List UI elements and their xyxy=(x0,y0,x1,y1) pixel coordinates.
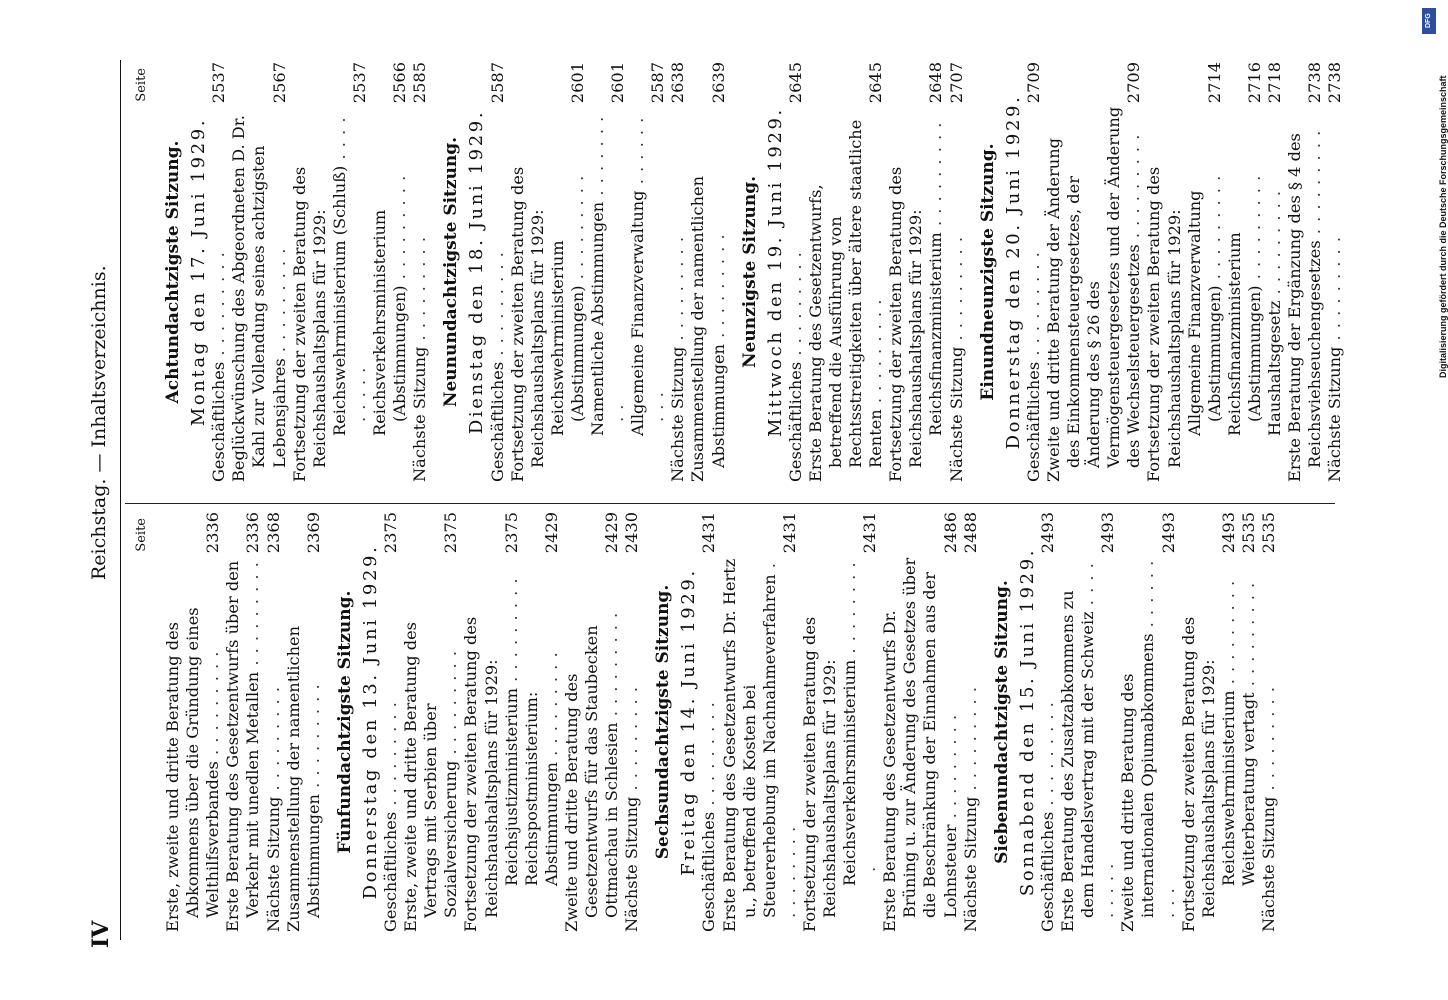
toc-entry xyxy=(622,512,642,932)
toc-entry-page: 2537 xyxy=(209,62,229,104)
toc-entry-page: 2738 xyxy=(1325,62,1345,104)
toc-entry xyxy=(1225,62,1265,482)
toc-entry-page: 2488 xyxy=(960,512,980,554)
session-title: Fünfundachtzigste Sitzung. xyxy=(334,590,355,854)
toc-entry-text: Geschäftliches . . . xyxy=(381,701,400,932)
toc-column-left xyxy=(132,512,1279,932)
session-section xyxy=(992,512,1279,932)
funding-stamp-text: Digitalisierung gefördert durch die Deutsche Forschungsgemeinschaft xyxy=(1438,75,1448,378)
toc-entry-page: 2709 xyxy=(1023,62,1043,104)
toc-entry-text: Erste Beratung des Gesetzentwurfs, betreffend die Ausführung von Rechtsstreitigkeiten über ältere staatliche Renten . . . xyxy=(806,120,885,482)
toc-entry-text: Geschäftliches . . . xyxy=(786,251,805,482)
toc-entry-text: Reichsfinanzministerium . . . xyxy=(926,122,945,436)
session-date: Freitag den 14. Juni 1929. xyxy=(678,568,700,876)
toc-entry xyxy=(1038,512,1058,932)
toc-entry-text: Fortsetzung der zweiten Beratung des Reichshaushaltsplans für 1929: xyxy=(799,616,839,932)
column-divider xyxy=(125,503,1335,504)
toc-entry-page: 2714 xyxy=(1204,62,1224,104)
session-section xyxy=(163,512,324,932)
toc-entry-text: Nächste Sitzung . . . xyxy=(264,686,283,932)
toc-entry-text: Abstimmungen . . . xyxy=(542,651,561,886)
toc-entry-page: 2738 xyxy=(1305,62,1325,104)
toc-entry xyxy=(370,62,410,482)
seite-label: Seite xyxy=(134,68,149,102)
toc-entry-page: 2336 xyxy=(243,512,263,554)
dfg-logo-text: DFG xyxy=(1425,13,1432,28)
toc-entry xyxy=(961,512,981,932)
toc-entry-page: 2368 xyxy=(263,512,283,554)
toc-entry xyxy=(209,62,229,482)
toc-entry-page: 2486 xyxy=(940,512,960,554)
toc-entry xyxy=(163,512,223,932)
toc-entry-page: 2645 xyxy=(866,62,886,104)
toc-entry xyxy=(628,62,668,482)
toc-entry-text: Reichsverkehrsministerium . . . xyxy=(840,561,879,886)
toc-entry-text: Erste Beratung des Gesetzentwurfs Dr. Brüning u. zur Änderung des Gesetzes über die Beschränkung der Einnahmen aus der Lohnsteuer . . . xyxy=(880,558,959,932)
toc-entry-text: Nächste Sitzung . . . xyxy=(1259,686,1278,932)
toc-entry-text: Nächste Sitzung . . . xyxy=(947,236,966,482)
toc-entry-text: Erste Beratung der Ergänzung des § 4 des Reichsviehseuchengesetzes . . . xyxy=(1285,130,1324,482)
toc-entry-page: 2431 xyxy=(779,512,799,554)
toc-entry-page: 2429 xyxy=(541,512,561,554)
toc-entry xyxy=(1024,62,1044,482)
session-date: Mittwoch den 19. Juni 1929. xyxy=(764,107,786,437)
toc-entry-page: 2429 xyxy=(602,512,622,554)
session-date: Donnerstag den 13. Juni 1929. xyxy=(359,544,381,900)
toc-entry-text: Geschäftliches . . . xyxy=(488,251,507,482)
session-section xyxy=(740,62,967,482)
toc-entry-page: 2493 xyxy=(1158,512,1178,554)
toc-entry-page: 2601 xyxy=(567,62,587,104)
toc-entry-text: Erste, zweite und dritte Beratung des Abkommens über die Gründung eines Welthilfsverbandes . . . xyxy=(163,607,222,932)
toc-entry xyxy=(461,512,501,932)
session-section xyxy=(978,62,1346,482)
toc-entry xyxy=(720,512,800,932)
toc-entry-page: 2493 xyxy=(1218,512,1238,554)
toc-entry xyxy=(290,62,330,482)
toc-entry-text: Geschäftliches . . . xyxy=(1038,701,1057,932)
session-date: Montag den 17. Juni 1929. xyxy=(188,117,210,427)
session-title: Neunzigste Sitzung. xyxy=(739,176,760,368)
toc-entry-page: 2639 xyxy=(708,62,728,104)
seite-label: Seite xyxy=(134,518,149,552)
session-date: Dienstag den 18. Juni 1929. xyxy=(466,109,488,435)
header-rule xyxy=(120,60,121,940)
toc-entry xyxy=(548,62,588,482)
session-section xyxy=(163,62,430,482)
toc-entry-page: 2336 xyxy=(203,512,223,554)
toc-entry-text: Fortsetzung der zweiten Beratung des Reichshaushaltsplans für 1929: xyxy=(1178,616,1218,932)
toc-entry xyxy=(502,512,522,932)
toc-entry-page: 2587 xyxy=(487,62,507,104)
toc-entry-text: Fortsetzung der zweiten Beratung des Reichshaushaltsplans für 1929: xyxy=(507,166,547,482)
toc-entry-text: Fortsetzung der zweiten Beratung des Reichshaushaltsplans für 1929: xyxy=(461,616,501,932)
toc-entry-text: Erste Beratung des Gesetzentwurfs über den Verkehr mit unedlen Metallen . . . xyxy=(223,561,262,932)
toc-entry xyxy=(786,62,806,482)
toc-entry-page: 2375 xyxy=(381,512,401,554)
toc-entry xyxy=(699,512,719,932)
toc-entry xyxy=(1185,62,1225,482)
toc-entry xyxy=(1118,512,1178,932)
toc-entry-text: Nächste Sitzung . . . xyxy=(410,236,429,482)
toc-entry-text: Zusammenstellung der namentlichen Abstimmungen . . . xyxy=(688,176,727,482)
toc-entry-page: 2535 xyxy=(1258,512,1278,554)
toc-entry xyxy=(488,62,508,482)
toc-entry-page: 2718 xyxy=(1264,62,1284,104)
page-number: IV xyxy=(88,920,114,948)
toc-entry-text: Fortsetzung der zweiten Beratung des Reichshaushaltsplans für 1929: xyxy=(886,166,926,482)
session-title: Siebenundachtzigste Sitzung. xyxy=(991,580,1012,864)
toc-entry-text: Erste Beratung des Zusatzabkommens zu dem Handelsvertrag mit der Schweiz . . . xyxy=(1058,562,1117,932)
toc-entry-page: 2535 xyxy=(1238,512,1258,554)
session-date: Sonnabend den 15. Juni 1929. xyxy=(1016,547,1038,897)
funding-stamp xyxy=(1424,8,1448,988)
toc-entry-page: 2587 xyxy=(648,62,668,104)
toc-entry-text: Nächste Sitzung . . . xyxy=(622,686,641,932)
toc-entry-page: 2431 xyxy=(699,512,719,554)
toc-entry-text: Nächste Sitzung . . . xyxy=(668,236,687,482)
toc-entry-page: 2566 xyxy=(390,62,410,104)
toc-entry-page: 2375 xyxy=(501,512,521,554)
toc-entry xyxy=(284,512,324,932)
toc-entry-text: Zusammenstellung der namentlichen Abstimmungen . . . xyxy=(284,626,323,932)
toc-entry-text: Nächste Sitzung . . . xyxy=(961,686,980,932)
toc-entry-page: 2648 xyxy=(926,62,946,104)
toc-entry xyxy=(1044,62,1144,482)
toc-entry-page: 2716 xyxy=(1244,62,1264,104)
toc-entry-text: Reichswehrministerium (Schluß) . . . xyxy=(330,117,369,437)
toc-entry-text: Reichsfinanzministerium (Abstimmungen) . . . xyxy=(1225,175,1264,436)
toc-entry-text: Fortsetzung der zweiten Beratung des Reichshaushaltsplans für 1929: xyxy=(289,166,329,482)
toc-entry xyxy=(926,62,946,482)
toc-entry xyxy=(410,62,430,482)
toc-entry-page: 2537 xyxy=(349,62,369,104)
toc-entry-page: 2709 xyxy=(1124,62,1144,104)
session-title: Neunundachtzigste Sitzung. xyxy=(441,136,462,408)
toc-entry-text: Zweite und dritte Beratung der Änderung des Einkommensteuergesetzes, der Änderung des § 26 des Vermögensteuergesetzes und der Änderung des Wechselsteuergesetzes . . . xyxy=(1044,107,1143,482)
toc-entry-text: Allgemeine Finanzverwaltung (Abstimmungen) . . . xyxy=(1185,175,1224,436)
toc-entry-text: Erste Beratung des Gesetzentwurfs Dr. Hertz u., betreffend die Kosten bei Steuererhebung im Nachnahmeverfahren . . . xyxy=(720,559,799,932)
toc-entry-page: 2493 xyxy=(1098,512,1118,554)
toc-entry xyxy=(508,62,548,482)
toc-entry xyxy=(1285,62,1325,482)
toc-entry xyxy=(880,512,960,932)
toc-entry xyxy=(588,62,628,482)
toc-entry xyxy=(562,512,622,932)
toc-entry xyxy=(264,512,284,932)
toc-entry-text: Erste, zweite und dritte Beratung des Vertrags mit Serbien über Sozialversicherung . . . xyxy=(401,622,460,932)
toc-entry xyxy=(1265,62,1285,482)
toc-entry-text: Beglückwünschung des Abgeordneten D. Dr. Kahl zur Vollendung seines achtzigsten Lebensjahres . . . xyxy=(229,115,288,482)
toc-entry xyxy=(223,512,263,932)
toc-entry-page: 2493 xyxy=(1037,512,1057,554)
toc-entry xyxy=(1325,62,1345,482)
toc-entry xyxy=(1144,62,1184,482)
toc-entry-page: 2431 xyxy=(860,512,880,554)
toc-entry xyxy=(840,512,880,932)
toc-entry xyxy=(522,512,542,932)
toc-entry-text: Geschäftliches . . . xyxy=(699,701,718,932)
toc-entry xyxy=(806,62,886,482)
toc-entry xyxy=(1259,512,1279,932)
session-title: Einundneunzigste Sitzung. xyxy=(977,143,998,401)
toc-entry xyxy=(1239,512,1259,932)
toc-entry-text: Haushaltsgesetz . . . xyxy=(1265,190,1284,436)
toc-entry xyxy=(947,62,967,482)
toc-entry-text: Weiterberatung vertagt . . . xyxy=(1239,582,1258,886)
toc-entry-text: Zweite und dritte Beratung des Gesetzentwurfs für das Staubecken Ottmachau in Schlesien . . . xyxy=(562,612,621,932)
toc-entry-text: Reichspostministerium: xyxy=(521,691,541,886)
running-header: Reichstag. — Inhaltsverzeichnis. xyxy=(88,265,110,580)
toc-entry xyxy=(1058,512,1118,932)
toc-entry xyxy=(229,62,289,482)
toc-entry xyxy=(381,512,401,932)
dfg-logo xyxy=(1422,8,1436,34)
toc-entry-text: Geschäftliches . . . xyxy=(1024,251,1043,482)
toc-entry-page: 2430 xyxy=(622,512,642,554)
toc-entry-page: 2645 xyxy=(785,62,805,104)
session-date: Donnerstag den 20. Juni 1929. xyxy=(1002,94,1024,450)
toc-entry xyxy=(886,62,926,482)
toc-entry-page: 2375 xyxy=(441,512,461,554)
toc-entry-text: Reichsverkehrsministerium (Abstimmungen) . . . xyxy=(370,175,409,436)
toc-entry xyxy=(800,512,840,932)
toc-column-right xyxy=(132,62,1345,482)
toc-entry-page: 2369 xyxy=(303,512,323,554)
toc-entry xyxy=(401,512,461,932)
toc-entry-text: Allgemeine Finanzverwaltung . . . xyxy=(628,117,667,436)
toc-entry xyxy=(668,62,688,482)
toc-entry-page: 2601 xyxy=(608,62,628,104)
toc-entry-text: Geschäftliches . . . xyxy=(209,251,228,482)
session-title: Achtundachtzigste Sitzung. xyxy=(163,140,184,404)
toc-entry-page: 2585 xyxy=(410,62,430,104)
session-section xyxy=(653,512,981,932)
toc-entry-text: Zweite und dritte Beratung des internationalen Opiumabkommens . . . xyxy=(1118,560,1177,932)
toc-entry-page: 2638 xyxy=(668,62,688,104)
session-section xyxy=(441,62,728,482)
toc-entry xyxy=(1179,512,1219,932)
toc-entry-text: Namentliche Abstimmungen . . . xyxy=(588,116,627,436)
toc-entry xyxy=(330,62,370,482)
toc-entry-page: 2567 xyxy=(269,62,289,104)
toc-entry xyxy=(542,512,562,932)
toc-entry xyxy=(1219,512,1239,932)
toc-entry-page: 2707 xyxy=(946,62,966,104)
toc-entry-text: Reichswehrministerium . . . xyxy=(1219,580,1238,886)
toc-entry-text: Fortsetzung der zweiten Beratung des Reichshaushaltsplans für 1929: xyxy=(1144,166,1184,482)
session-section xyxy=(335,512,642,932)
toc-entry xyxy=(688,62,728,482)
session-title: Sechsundachtzigste Sitzung. xyxy=(653,584,674,860)
toc-entry-text: Reichsjustizministerium . . . xyxy=(502,577,521,886)
toc-entry-text: Nächste Sitzung . . . xyxy=(1325,236,1344,482)
toc-entry-text: Reichswehrministerium (Abstimmungen) . . . xyxy=(548,175,587,436)
